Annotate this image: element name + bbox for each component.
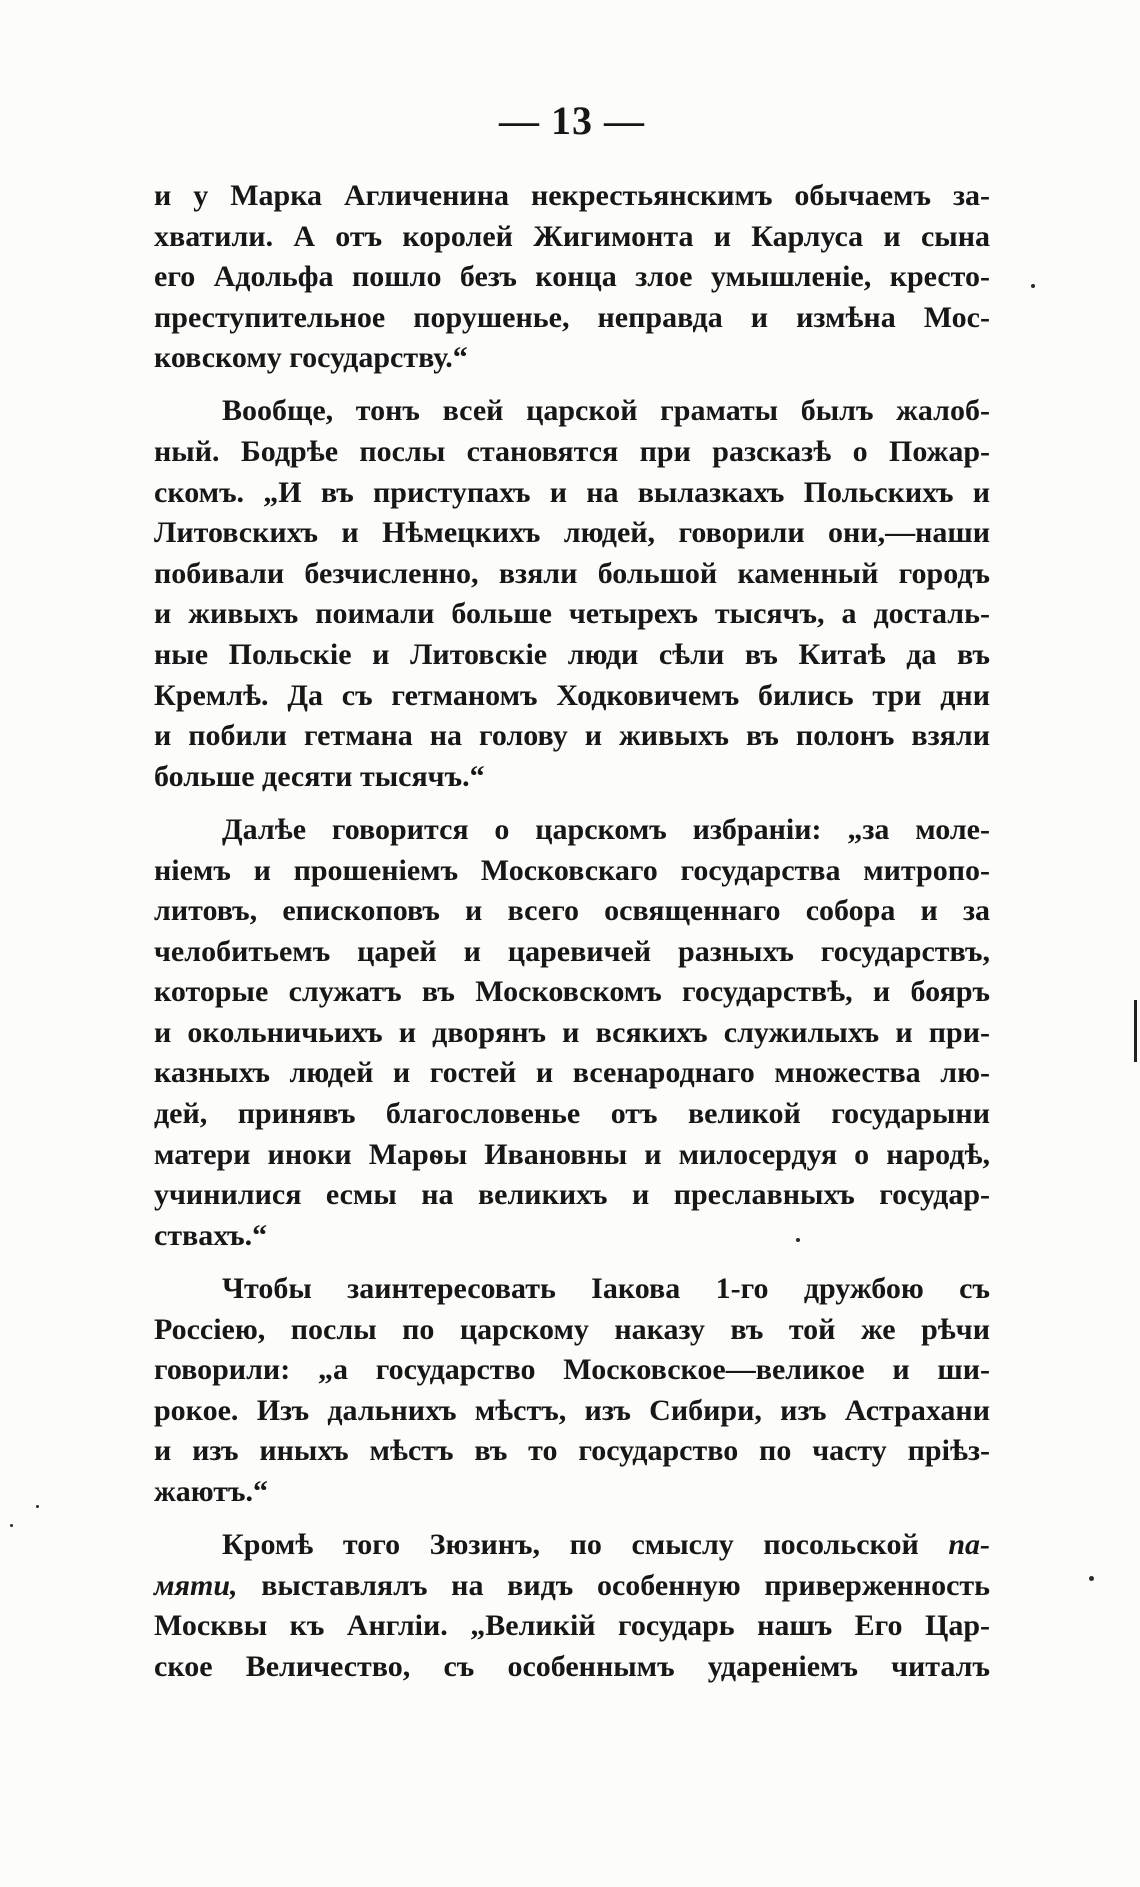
text-line: учинилися есмы на великихъ и преславныхъ государ- [154, 1178, 990, 1212]
text-run: Кромѣ того Зюзинъ, по смыслу посольской [222, 1528, 919, 1561]
text-line: говорили: „а государство Московское—великое и ши- [154, 1353, 990, 1387]
text-line: Чтобы заинтересовать Іакова 1-го дружбою съ [222, 1271, 990, 1305]
text-line: Кремлѣ. Да съ гетманомъ Ходковичемъ бились три дни [154, 678, 990, 712]
text-line: и живыхъ поимали больше четырехъ тысячъ, а досталь- [154, 597, 990, 631]
scan-speck [1031, 284, 1035, 288]
text-line: преступительное порушенье, неправда и измѣна Мос- [154, 300, 990, 334]
text-run: выставлялъ на видъ особенную приверженность [261, 1568, 991, 1602]
text-line: больше десяти тысячъ.“ [154, 759, 485, 793]
text-line: челобитьемъ царей и царевичей разныхъ государствъ, [154, 934, 990, 968]
text-line: хватили. А отъ королей Жигимонта и Карлуса и сына [154, 219, 990, 253]
text-line: казныхъ людей и гостей и всенароднаго множества лю- [154, 1056, 990, 1090]
scan-edge-mark [1134, 1000, 1137, 1062]
paragraph-3 [154, 810, 990, 1257]
text-line: рокое. Изъ дальнихъ мѣстъ, изъ Сибири, изъ Астрахани [154, 1393, 990, 1427]
text-line: и изъ иныхъ мѣстъ въ то государство по часту пріѣз- [154, 1434, 990, 1468]
paragraph-1 [154, 176, 990, 379]
text-line: ское Величество, съ особеннымъ удареніемъ читалъ [154, 1649, 990, 1683]
text-line: и у Марка Агличенина некрестьянскимъ обычаемъ за- [154, 179, 990, 212]
text-line: жаютъ.“ [154, 1474, 269, 1508]
scan-speck [796, 1238, 800, 1242]
text-line: Россіею, послы по царскому наказу въ той же рѣчи [154, 1312, 990, 1346]
paragraph-5 [154, 1525, 990, 1687]
text-line: ствахъ.“ [154, 1218, 268, 1252]
text-line: ный. Бодрѣе послы становятся при разсказѣ о Пожар- [154, 435, 990, 469]
scan-speck [1089, 1576, 1094, 1581]
text-line: литовъ, епископовъ и всего освященнаго собора и за [154, 894, 990, 928]
scan-speck [36, 1505, 39, 1508]
text-line: и побили гетмана на голову и живыхъ въ полонъ взяли [154, 719, 990, 753]
text-line [154, 1566, 990, 1607]
text-line: скомъ. „И въ приступахъ и на вылазкахъ Польскихъ и [154, 475, 990, 509]
text-line: Литовскихъ и Нѣмецкихъ людей, говорили они,—наши [154, 516, 990, 550]
italic-run: па- [948, 1528, 990, 1561]
text-line: матери иноки Марѳы Ивановны и милосердуя о народѣ, [154, 1137, 990, 1171]
text-line: Вообще, тонъ всей царской граматы былъ жалоб- [222, 394, 990, 428]
text-line: Москвы къ Англіи. „Великій государь нашъ Его Цар- [154, 1609, 990, 1643]
scan-speck [10, 1524, 13, 1527]
text-line: Далѣе говорится о царскомъ избраніи: „за моле- [222, 812, 990, 846]
page-number: — 13 — [499, 98, 645, 143]
paragraph-4 [154, 1269, 990, 1513]
text-line: дей, принявъ благословенье отъ великой государыни [154, 1097, 990, 1131]
text-line: ные Польскіе и Литовскіе люди сѣли въ Китаѣ да въ [154, 638, 990, 672]
paragraph-2 [154, 391, 990, 797]
text-line: побивали безчисленно, взяли большой каменный городъ [154, 556, 990, 590]
text-line [154, 1525, 990, 1566]
text-block [154, 176, 990, 1687]
text-line: которые служатъ въ Московскомъ государствѣ, и бояръ [154, 975, 990, 1009]
italic-run: мяти, [154, 1568, 238, 1602]
text-line: ковскому государству.“ [154, 341, 468, 375]
text-line: и окольничьихъ и дворянъ и всякихъ служилыхъ и при- [154, 1015, 990, 1049]
text-line: его Адольфа пошло безъ конца злое умышленіе, кресто- [154, 260, 990, 294]
text-line: ніемъ и прошеніемъ Московскаго государства митропо- [154, 853, 990, 887]
